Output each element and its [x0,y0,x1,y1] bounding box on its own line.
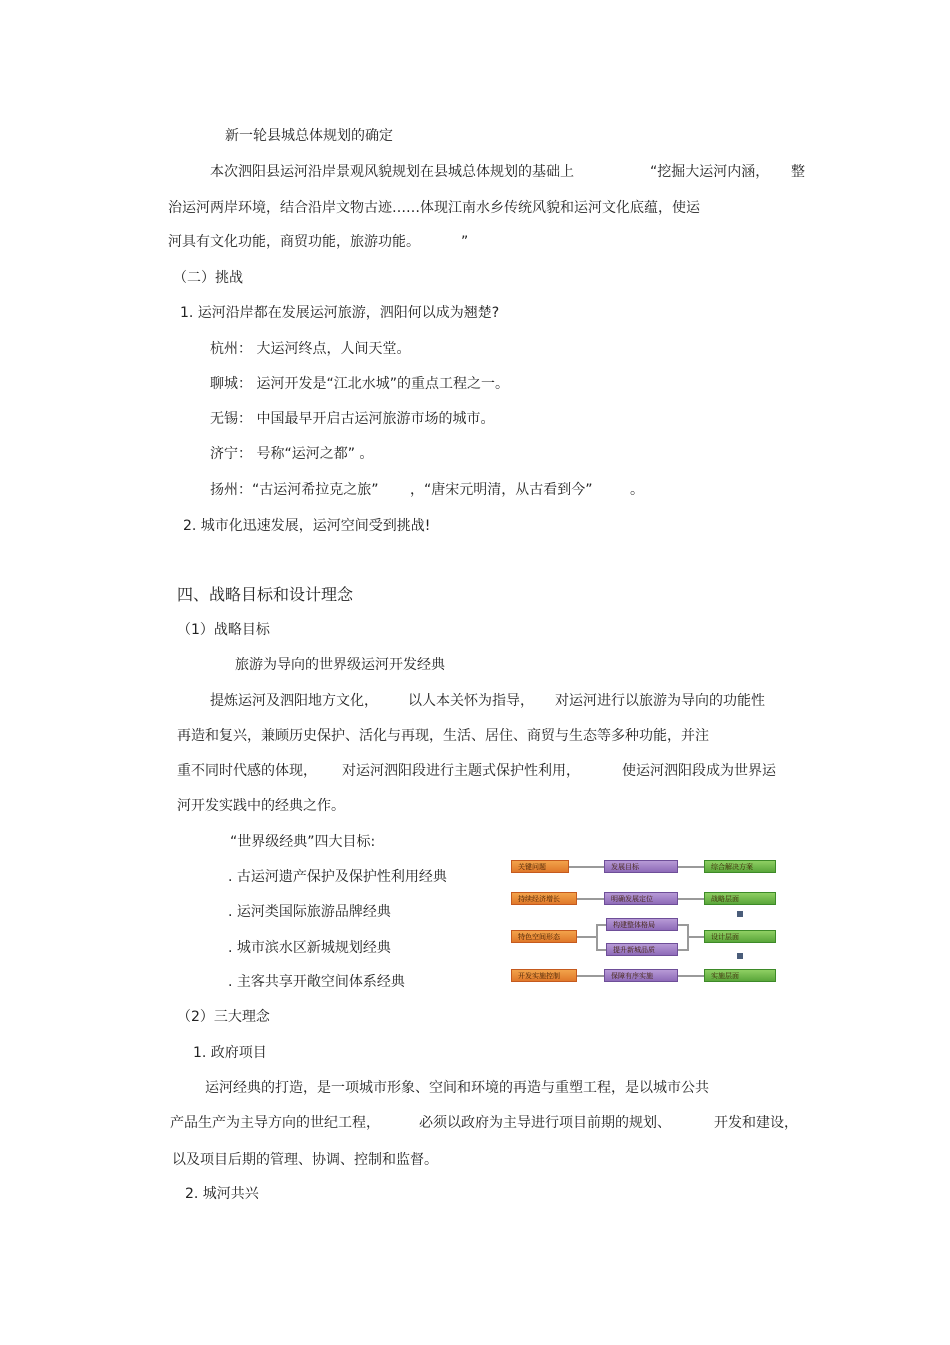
text-line-20: “世界级经典”四大目标: [230,834,376,850]
text-line-29: 以及项目后期的管理、协调、控制和监督。 [172,1152,438,1168]
text-line-16b: 以人本关怀为指导， [408,693,534,709]
text-line-12: 2. 城市化迅速发展，运河空间受到挑战! [183,518,431,534]
text-line-17: 再造和复兴，兼顾历史保护、活化与再现，生活、居住、商贸与生态等多种功能，并注 [177,728,709,744]
text-line-28c: 开发和建设， [714,1115,798,1131]
connector [596,949,606,951]
text-line-4b: ” [461,234,469,250]
text-line-1: 新一轮县城总体规划的确定 [225,128,393,144]
diagram-box-positioning: 明确发展定位 [604,892,678,905]
text-line-11b: ，“唐宋元明清，从古看到今” [410,482,593,498]
diagram-box-solution: 综合解决方案 [704,860,776,873]
text-line-2a: 本次泗阳县运河沿岸景观风貌规划在县城总体规划的基础上 [210,164,574,180]
diagram-box-design: 设计层面 [704,930,776,943]
diagram-box-space: 特色空间形态 [511,930,577,943]
text-line-18c: 使运河泗阳段成为世界运 [622,763,776,779]
diagram-box-strategy: 战略层面 [704,892,776,905]
text-line-28a: 产品生产为主导方向的世纪工程， [170,1115,380,1131]
text-line-6: 1. 运河沿岸都在发展运河旅游，泗阳何以成为翘楚? [180,305,500,321]
text-line-5: （二）挑战 [173,270,243,286]
diagram-box-key-issue: 关键问题 [511,860,569,873]
connector [577,898,604,900]
diagram-box-pattern: 构建整体格局 [606,918,678,931]
connector [678,975,704,977]
connector-square [737,953,743,959]
text-line-18b: 对运河泗阳段进行主题式保护性利用， [342,763,580,779]
text-line-2b: “挖掘大运河内涵， [650,164,770,180]
connector [596,924,598,950]
diagram-box-economy: 持续经济增长 [511,892,577,905]
text-line-15: 旅游为导向的世界级运河开发经典 [235,657,445,673]
connector [678,866,704,868]
text-line-16a: 提炼运河及泗阳地方文化， [210,693,378,709]
text-line-7: 杭州： 大运河终点，人间天堂。 [210,341,411,357]
text-line-11a: 扬州：“古运河希拉克之旅” [210,482,379,498]
connector [687,936,704,938]
connector [569,866,604,868]
connector [577,936,596,938]
diagram-box-implement: 保障有序实施 [604,969,678,982]
goal-item-1: . 古运河遗产保护及保护性利用经典 [228,869,447,885]
text-line-28b: 必须以政府为主导进行项目前期的规划、 [419,1115,671,1131]
diagram-box-quality: 提升新城品质 [606,943,678,956]
connector-square [737,911,743,917]
goal-item-2: . 运河类国际旅游品牌经典 [228,904,391,920]
text-line-3: 治运河两岸环境，结合沿岸文物古迹……体现江南水乡传统风貌和运河文化底蕴，使运 [168,200,700,216]
text-line-4a: 河具有文化功能，商贸功能，旅游功能。 [168,234,420,250]
diagram-box-goal: 发展目标 [604,860,678,873]
diagram-box-execution: 实施层面 [704,969,776,982]
text-line-11c: 。 [630,482,644,498]
text-line-18a: 重不同时代感的体现， [177,763,317,779]
text-line-2c: 整 [791,164,805,180]
goal-item-3: . 城市滨水区新城规划经典 [228,940,391,956]
connector [577,975,604,977]
strategy-diagram [500,855,783,988]
text-line-16c: 对运河进行以旅游为导向的功能性 [555,693,765,709]
text-line-19: 河开发实践中的经典之作。 [177,798,345,814]
connector [678,898,704,900]
section-heading: 四、战略目标和设计理念 [177,585,354,604]
text-line-27: 运河经典的打造，是一项城市形象、空间和环境的再造与重塑工程，是以城市公共 [205,1080,709,1096]
diagram-box-control: 开发实施控制 [511,969,577,982]
text-line-25: （2）三大理念 [177,1009,270,1025]
text-line-26: 1. 政府项目 [193,1045,267,1061]
connector [596,924,606,926]
text-line-10: 济宁： 号称“运河之都” 。 [210,446,374,462]
text-line-9: 无锡： 中国最早开启古运河旅游市场的城市。 [210,411,495,427]
text-line-14: （1）战略目标 [177,622,270,638]
text-line-8: 聊城： 运河开发是“江北水城”的重点工程之一。 [210,376,509,392]
text-line-30: 2. 城河共兴 [185,1186,259,1202]
goal-item-4: . 主客共享开敞空间体系经典 [228,974,405,990]
